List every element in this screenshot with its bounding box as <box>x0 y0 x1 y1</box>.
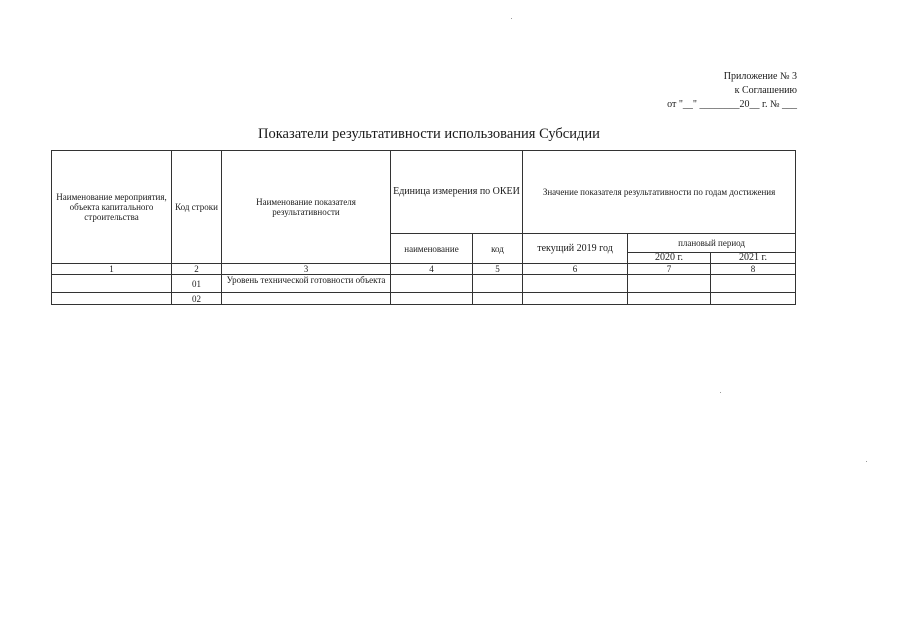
column-number: 2 <box>172 264 222 275</box>
indicators-table <box>51 150 796 305</box>
page-title: Показатели результативности использования Субсидии <box>258 126 600 142</box>
header-unit-okei: Единица измерения по ОКЕИ <box>391 151 523 234</box>
appendix-header <box>667 70 797 112</box>
year-2021-cell <box>711 275 796 293</box>
column-number: 5 <box>473 264 523 275</box>
header-event-name: Наименование мероприятия, объекта капитального строительства <box>52 151 172 264</box>
indicator-cell: Уровень технической готовности объекта <box>222 275 391 293</box>
appendix-number: Приложение № 3 <box>723 71 797 82</box>
header-unit-name: наименование <box>391 234 473 264</box>
header-row-code: Код строки <box>172 151 222 264</box>
column-number: 7 <box>628 264 711 275</box>
scan-speck <box>720 392 721 393</box>
header-indicator-name: Наименование показателя результативности <box>222 151 391 264</box>
column-number: 8 <box>711 264 796 275</box>
scan-speck <box>511 18 512 19</box>
current-year-cell <box>523 293 628 305</box>
year-2020-cell <box>628 293 711 305</box>
current-year-cell <box>523 275 628 293</box>
column-number: 4 <box>391 264 473 275</box>
column-number: 6 <box>523 264 628 275</box>
year-2021-cell <box>711 293 796 305</box>
unit-code-cell <box>473 275 523 293</box>
header-values-by-year: Значение показателя результативности по годам достижения <box>523 151 796 234</box>
event-cell <box>52 275 172 293</box>
scan-speck <box>866 461 867 462</box>
unit-code-cell <box>473 293 523 305</box>
table-row <box>52 275 796 293</box>
unit-name-cell <box>391 275 473 293</box>
appendix-date-number: от "__" ________20__ г. № ___ <box>667 99 797 110</box>
row-code-cell: 02 <box>172 293 222 305</box>
header-year-2020: 2020 г. <box>628 253 711 264</box>
header-unit-code: код <box>473 234 523 264</box>
header-planned-period: плановый период <box>628 234 796 253</box>
header-current-year: текущий 2019 год <box>523 234 628 264</box>
row-code-cell: 01 <box>172 275 222 293</box>
column-number: 3 <box>222 264 391 275</box>
appendix-agreement: к Соглашению <box>734 85 797 96</box>
table-header-row <box>52 151 796 234</box>
column-number: 1 <box>52 264 172 275</box>
year-2020-cell <box>628 275 711 293</box>
table-row <box>52 293 796 305</box>
indicator-cell <box>222 293 391 305</box>
column-numbers-row <box>52 264 796 275</box>
header-year-2021: 2021 г. <box>711 253 796 264</box>
event-cell <box>52 293 172 305</box>
unit-name-cell <box>391 293 473 305</box>
